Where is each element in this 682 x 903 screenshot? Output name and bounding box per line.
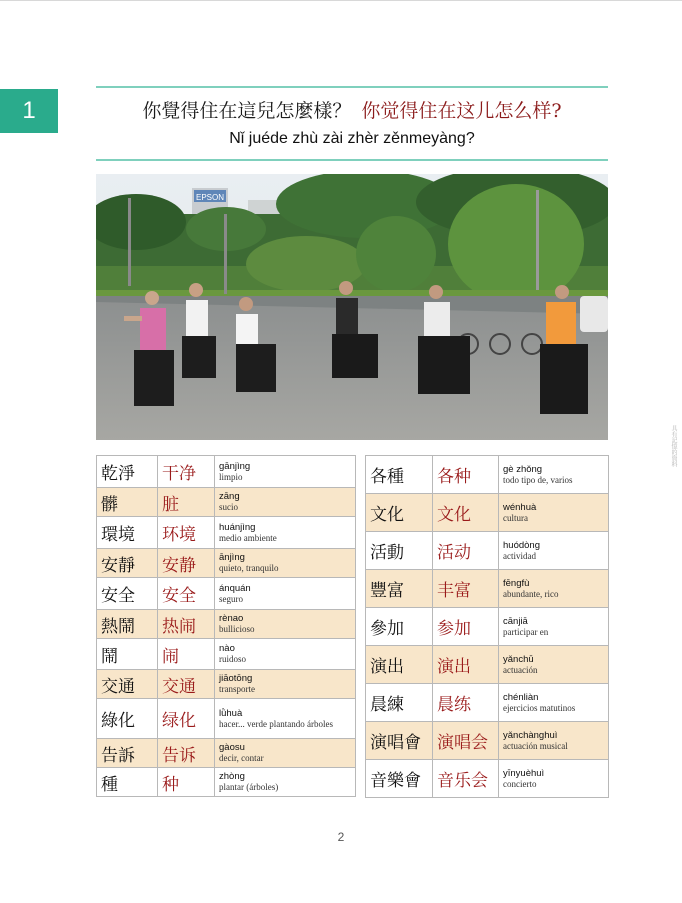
vocab-pinyin: yǎnchànghuì [503,729,558,741]
vocab-gloss [215,456,356,488]
vocab-gloss [215,488,356,517]
vocab-simplified: 活动 [433,532,499,570]
vocab-row [366,760,609,798]
title-pinyin: Nǐ juéde zhù zài zhèr zěnmeyàng? [229,130,475,147]
vocab-pinyin: gàosu [219,742,245,753]
vocab-simplified: 文化 [433,494,499,532]
vocab-spanish: decir, contar [219,753,264,763]
vocab-row [366,456,609,494]
vocab-table-right [365,455,609,798]
vocab-gloss [215,610,356,639]
vocab-row [97,739,356,768]
vocab-traditional: 活動 [366,532,433,570]
vocab-pinyin: chénliàn [503,691,539,703]
vocab-traditional: 各種 [366,456,433,494]
vocab-row [366,532,609,570]
vocab-spanish: actuación musical [503,740,568,751]
vocab-traditional: 安全 [97,578,158,610]
vocab-pinyin: gè zhǒng [503,463,543,475]
vocab-row [366,684,609,722]
vocab-traditional: 綠化 [97,699,158,739]
vocab-traditional: 乾淨 [97,456,158,488]
vocab-spanish: actuación [503,664,538,675]
vocab-traditional: 參加 [366,608,433,646]
vocab-traditional: 豐富 [366,570,433,608]
vocab-simplified: 告诉 [158,739,215,768]
billboard-text: EPSON [195,193,225,202]
vocab-simplified: 绿化 [158,699,215,739]
vocab-traditional: 安靜 [97,549,158,578]
vocab-row [366,646,609,684]
vocab-gloss [499,570,609,608]
vocab-pinyin: zhòng [219,771,245,782]
vocab-gloss [215,739,356,768]
page-number: 2 [337,830,345,844]
vocab-row [97,578,356,610]
vocab-traditional: 鬧 [97,639,158,670]
vocab-pinyin: zāng [219,491,240,502]
side-note: 具有記憶的資料 [670,425,677,467]
vocab-row [366,494,609,532]
vocab-simplified: 音乐会 [433,760,499,798]
vocab-spanish: ejercicios matutinos [503,702,576,713]
vocab-row [97,610,356,639]
vocab-spanish: seguro [219,593,243,604]
vocab-pinyin: yīnyuèhuì [503,767,545,779]
vocab-gloss [499,722,609,760]
vocab-pinyin: ánquán [219,582,251,594]
vocab-spanish: plantar (árboles) [219,782,279,792]
vocab-traditional: 髒 [97,488,158,517]
vocab-simplified: 脏 [158,488,215,517]
vocab-simplified: 演唱会 [433,722,499,760]
vocab-simplified: 环境 [158,517,215,549]
top-rule [0,0,682,1]
vocab-gloss [215,517,356,549]
vocab-row [366,722,609,760]
vocab-spanish: limpio [219,471,243,482]
vocab-pinyin: lǜhuà [219,707,243,719]
vocab-simplified: 闹 [158,639,215,670]
title-rule-top [96,86,608,88]
vocab-pinyin: ānjìng [219,552,245,563]
vocab-gloss [215,670,356,699]
vocab-simplified: 演出 [433,646,499,684]
vocab-spanish: ruidoso [219,654,246,664]
vocab-spanish: bullicioso [219,624,255,634]
vocab-row [366,570,609,608]
vocab-row [97,768,356,797]
vocab-simplified: 安静 [158,549,215,578]
vocab-traditional: 環境 [97,517,158,549]
vocab-traditional: 演出 [366,646,433,684]
vocab-spanish: concierto [503,778,537,789]
title-rule-bottom [96,159,608,161]
vocab-pinyin: huódòng [503,539,540,551]
vocab-row [97,699,356,739]
vocab-simplified: 安全 [158,578,215,610]
vocab-gloss [215,549,356,578]
vocab-row [97,549,356,578]
vocab-simplified: 参加 [433,608,499,646]
vocab-row [97,517,356,549]
vocab-traditional: 文化 [366,494,433,532]
vocab-simplified: 种 [158,768,215,797]
vocab-row [97,456,356,488]
vocab-spanish: quieto, tranquilo [219,563,279,573]
vocab-traditional: 交通 [97,670,158,699]
vocab-gloss [499,684,609,722]
title-simplified: 你觉得住在这儿怎么样? [361,100,562,122]
vocab-traditional: 音樂會 [366,760,433,798]
vocab-simplified: 干净 [158,456,215,488]
vocab-simplified: 丰富 [433,570,499,608]
vocab-traditional: 晨練 [366,684,433,722]
photo-tai-chi-park [96,174,608,440]
vocab-simplified: 各种 [433,456,499,494]
vocab-gloss [499,760,609,798]
vocab-gloss [499,532,609,570]
vocab-simplified: 热闹 [158,610,215,639]
vocab-spanish: abundante, rico [503,588,559,599]
vocab-spanish: hacer... verde plantando árboles [219,718,333,729]
vocab-pinyin: huánjìng [219,521,256,533]
vocab-row [97,670,356,699]
vocab-spanish: medio ambiente [219,532,277,543]
vocab-pinyin: yǎnchū [503,653,534,665]
vocab-gloss [499,646,609,684]
vocab-row [97,639,356,670]
vocab-pinyin: nào [219,643,235,654]
vocab-pinyin: fēngfù [503,577,530,589]
vocab-pinyin: wénhuà [503,501,537,513]
vocab-traditional: 告訴 [97,739,158,768]
vocab-pinyin: jiāotōng [219,673,253,684]
vocab-traditional: 熱鬧 [97,610,158,639]
vocab-row [366,608,609,646]
page-title [96,96,608,123]
vocab-simplified: 晨练 [433,684,499,722]
vocab-row [97,488,356,517]
vocab-spanish: actividad [503,550,536,561]
vocab-spanish: todo tipo de, varios [503,474,573,485]
vocab-gloss [499,608,609,646]
vocab-gloss [215,699,356,739]
vocab-pinyin: rènao [219,613,244,624]
chapter-badge: 1 [0,89,58,133]
vocab-spanish: participar en [503,626,549,637]
vocab-traditional: 演唱會 [366,722,433,760]
title-traditional: 你覺得住在這兒怎麼樣？ [142,100,352,122]
vocab-gloss [215,578,356,610]
photo-illustration [96,174,608,440]
vocab-gloss [215,639,356,670]
vocab-traditional: 種 [97,768,158,797]
vocab-simplified: 交通 [158,670,215,699]
vocab-pinyin: gānjìng [219,460,251,472]
vocab-spanish: sucio [219,502,238,512]
vocab-spanish: cultura [503,512,528,523]
vocab-gloss [499,456,609,494]
vocab-gloss [215,768,356,797]
vocab-table-left [96,455,356,797]
vocab-spanish: transporte [219,684,255,694]
vocab-gloss [499,494,609,532]
vocab-pinyin: cānjiā [503,615,528,627]
